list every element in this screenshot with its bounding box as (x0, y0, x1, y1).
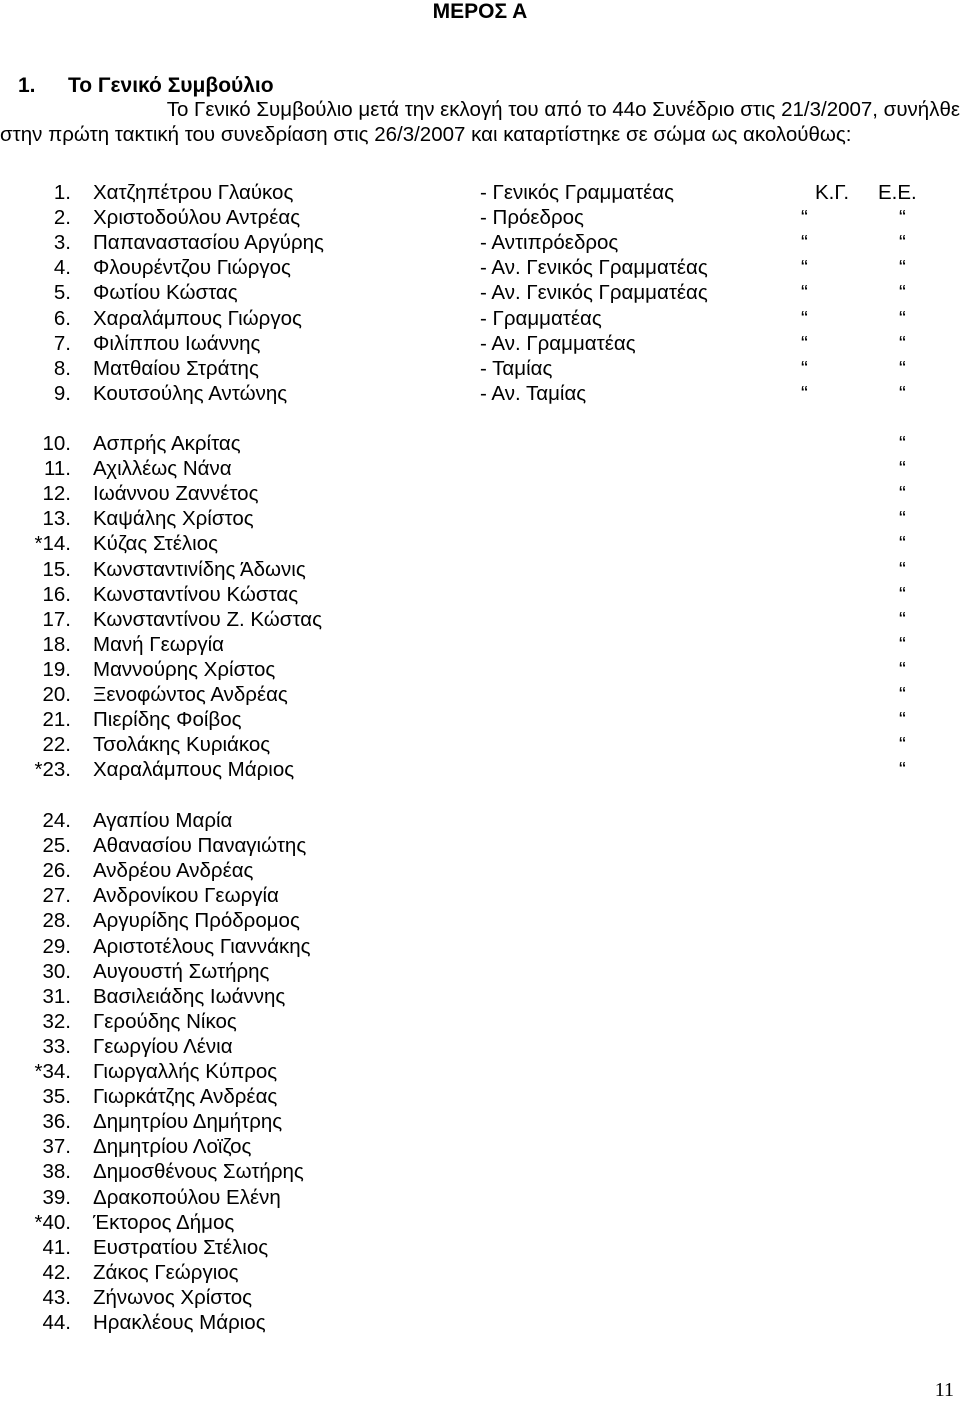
member-row (0, 833, 960, 858)
row-number: *40. (34, 1210, 71, 1234)
member-name: Χαραλάμπους Μάριος (93, 758, 295, 782)
officer-row (0, 255, 960, 280)
ditto-mark: “ (899, 256, 906, 280)
member-role: - Αντιπρόεδρος (480, 231, 619, 255)
member-name: Καψάλης Χρίστος (93, 507, 254, 531)
executive-member-row (0, 506, 960, 531)
member-role: - Γραμματέας (480, 306, 602, 330)
ditto-mark: “ (899, 432, 906, 455)
officer-row (0, 205, 960, 230)
member-row (0, 1009, 960, 1034)
row-number: 15. (42, 557, 71, 581)
member-name: Γεωργίου Λένια (93, 1034, 233, 1058)
member-name: Αγαπίου Μαρία (93, 809, 233, 832)
row-number: 13. (42, 507, 71, 531)
ditto-mark: “ (899, 733, 906, 757)
ditto-mark: “ (899, 582, 906, 606)
row-number: 10. (42, 432, 71, 455)
member-name: Κωνσταντίνου Ζ. Κώστας (93, 607, 322, 631)
member-row (0, 808, 960, 833)
executive-member-row (0, 682, 960, 707)
row-number: 38. (42, 1160, 71, 1184)
ditto-mark: “ (899, 457, 906, 481)
row-number: 42. (42, 1260, 71, 1284)
member-name: Βασιλειάδης Ιωάννης (93, 984, 286, 1008)
row-number: 33. (42, 1034, 71, 1058)
section-number: 1. (18, 74, 36, 97)
ditto-mark: “ (899, 306, 906, 330)
member-name: Χαραλάμπους Γιώργος (93, 306, 302, 330)
member-name: Τσολάκης Κυριάκος (93, 733, 271, 757)
row-number: 29. (42, 934, 71, 958)
member-row (0, 1185, 960, 1210)
member-name: Μανή Γεωργία (93, 632, 225, 656)
row-number: 44. (42, 1311, 71, 1334)
member-name: Ζήνωνος Χρίστος (93, 1285, 253, 1309)
member-name: Ηρακλέους Μάριος (93, 1311, 266, 1334)
row-number: 21. (42, 708, 71, 732)
row-number: 41. (42, 1235, 71, 1259)
ditto-mark: “ (899, 281, 906, 305)
member-name: Πιερίδης Φοίβος (93, 708, 242, 732)
row-number: 36. (42, 1110, 71, 1134)
member-name: Χριστοδούλου Αντρέας (93, 206, 301, 230)
member-name: Φιλίππου Ιωάννης (93, 331, 261, 355)
ditto-mark: “ (899, 657, 906, 681)
member-row (0, 1109, 960, 1134)
kg-column: Κ.Γ. (815, 181, 850, 204)
officer-row (0, 306, 960, 331)
row-number: 18. (42, 632, 71, 656)
member-name: Αθανασίου Παναγιώτης (93, 834, 307, 858)
executive-member-row (0, 757, 960, 782)
member-name: Ασπρής Ακρίτας (93, 432, 241, 455)
member-name: Ευστρατίου Στέλιος (93, 1235, 269, 1259)
member-name: Μαννούρης Χρίστος (93, 657, 276, 681)
member-name: Δρακοπούλου Ελένη (93, 1185, 281, 1209)
member-row (0, 1084, 960, 1109)
row-number: 9. (53, 381, 71, 405)
ditto-mark: “ (899, 331, 906, 355)
member-role: - Αν. Ταμίας (480, 381, 587, 405)
ditto-mark: “ (899, 507, 906, 531)
member-name: Δημοσθένους Σωτήρης (93, 1160, 304, 1184)
intro-line-2: στην πρώτη τακτική του συνεδρίαση στις 26/3/2007 και καταρτίστηκε σε σώμα ως ακολούθως: (0, 123, 852, 146)
member-row (0, 1235, 960, 1260)
row-number: 32. (42, 1009, 71, 1033)
officer-row (0, 230, 960, 255)
row-number: *14. (34, 532, 71, 556)
officer-row (0, 180, 960, 205)
ditto-mark: “ (899, 708, 906, 732)
ditto-mark: “ (899, 758, 906, 782)
member-row (0, 1159, 960, 1184)
ditto-mark: “ (801, 356, 808, 380)
member-name: Κουτσούλης Αντώνης (93, 381, 288, 405)
ditto-mark: “ (801, 231, 808, 255)
member-role: - Αν. Γενικός Γραμματέας (480, 256, 708, 280)
executive-member-row (0, 632, 960, 657)
member-name: Κωνσταντινίδης Άδωνις (93, 557, 306, 581)
member-role: - Γενικός Γραμματέας (480, 181, 674, 204)
ditto-mark: “ (899, 683, 906, 706)
member-name: Ιωάννου Ζαννέτος (93, 482, 259, 506)
member-name: Φλουρέντζου Γιώργος (93, 256, 291, 280)
member-role: - Αν. Γραμματέας (480, 331, 636, 355)
row-number: 5. (53, 281, 71, 305)
row-number: 24. (42, 809, 71, 832)
row-number: 17. (42, 607, 71, 631)
member-name: Χατζηπέτρου Γλαύκος (93, 181, 294, 204)
intro-line-1: Το Γενικό Συμβούλιο μετά την εκλογή του από το 44ο Συνέδριο στις 21/3/2007, συνήλθε (166, 98, 960, 121)
row-number: 4. (53, 256, 71, 280)
member-row (0, 1310, 960, 1335)
page-title: ΜΕΡΟΣ Α (432, 0, 528, 23)
member-name: Ανδρονίκου Γεωργία (93, 884, 279, 908)
member-name: Αριστοτέλους Γιαννάκης (93, 934, 311, 958)
row-number: 31. (42, 984, 71, 1008)
row-number: 20. (42, 683, 71, 706)
member-name: Κωνσταντίνου Κώστας (93, 582, 299, 606)
ditto-mark: “ (899, 632, 906, 656)
member-name: Αργυρίδης Πρόδρομος (93, 909, 300, 933)
member-name: Έκτορος Δήμος (93, 1210, 235, 1234)
member-row (0, 1059, 960, 1084)
ditto-mark: “ (899, 557, 906, 581)
member-name: Γιωργαλλής Κύπρος (93, 1060, 278, 1083)
member-name: Παπαναστασίου Αργύρης (93, 231, 324, 255)
row-number: 8. (53, 356, 71, 380)
officer-row (0, 280, 960, 305)
ditto-mark: “ (801, 256, 808, 280)
row-number: 27. (42, 884, 71, 908)
executive-member-row (0, 531, 960, 556)
row-number: 6. (53, 306, 71, 330)
member-name: Αχιλλέως Νάνα (93, 457, 232, 481)
executive-member-row (0, 657, 960, 682)
row-number: 19. (42, 657, 71, 681)
row-number: 35. (42, 1085, 71, 1109)
member-role: - Ταμίας (480, 356, 553, 380)
executive-member-row (0, 582, 960, 607)
row-number: 2. (53, 206, 71, 230)
row-number: 25. (42, 834, 71, 858)
member-name: Αυγουστή Σωτήρης (93, 959, 270, 983)
member-name: Γιωρκάτζης Ανδρέας (93, 1085, 278, 1109)
member-row (0, 1134, 960, 1159)
member-name: Δημητρίου Δημήτρης (93, 1110, 283, 1134)
officer-row (0, 356, 960, 381)
ditto-mark: “ (899, 532, 906, 556)
executive-member-row (0, 732, 960, 757)
executive-member-row (0, 431, 960, 456)
row-number: 12. (42, 482, 71, 506)
page-number: 11 (934, 1379, 954, 1401)
row-number: *23. (34, 758, 71, 782)
member-name: Ζάκος Γεώργιος (93, 1260, 239, 1284)
row-number: 7. (53, 331, 71, 355)
ditto-mark: “ (899, 482, 906, 506)
ditto-mark: “ (801, 306, 808, 330)
row-number: 37. (42, 1135, 71, 1159)
member-row (0, 1210, 960, 1235)
row-number: 1. (53, 181, 71, 204)
ditto-mark: “ (801, 331, 808, 355)
row-number: 22. (42, 733, 71, 757)
member-name: Ξενοφώντος Ανδρέας (93, 683, 288, 706)
ditto-mark: “ (801, 381, 808, 405)
row-number: 16. (42, 582, 71, 606)
row-number: 43. (42, 1285, 71, 1309)
ditto-mark: “ (899, 356, 906, 380)
section-title: Το Γενικό Συμβούλιο (68, 74, 274, 97)
row-number: 26. (42, 859, 71, 883)
member-row (0, 1260, 960, 1285)
member-name: Γερούδης Νίκος (93, 1009, 237, 1033)
member-name: Δημητρίου Λοϊζος (93, 1135, 252, 1159)
ditto-mark: “ (899, 231, 906, 255)
executive-member-row (0, 607, 960, 632)
member-row (0, 959, 960, 984)
ditto-mark: “ (801, 281, 808, 305)
row-number: 30. (42, 959, 71, 983)
ditto-mark: “ (801, 206, 808, 230)
member-row (0, 934, 960, 959)
row-number: 3. (53, 231, 71, 255)
officer-row (0, 331, 960, 356)
ditto-mark: “ (899, 607, 906, 631)
executive-member-row (0, 557, 960, 582)
executive-member-row (0, 481, 960, 506)
member-name: Ανδρέου Ανδρέας (93, 859, 254, 883)
member-role: - Πρόεδρος (480, 206, 584, 230)
officer-row (0, 381, 960, 406)
ditto-mark: “ (899, 381, 906, 405)
executive-member-row (0, 707, 960, 732)
member-row (0, 908, 960, 933)
member-row (0, 883, 960, 908)
member-role: - Αν. Γενικός Γραμματέας (480, 281, 708, 305)
member-row (0, 1285, 960, 1310)
row-number: *34. (34, 1060, 71, 1083)
member-row (0, 1034, 960, 1059)
executive-member-row (0, 456, 960, 481)
member-row (0, 984, 960, 1009)
member-name: Κύζας Στέλιος (93, 532, 218, 556)
row-number: 11. (44, 457, 71, 481)
ee-column: Ε.Ε. (878, 181, 917, 204)
member-name: Ματθαίου Στράτης (93, 356, 259, 380)
row-number: 28. (42, 909, 71, 933)
ditto-mark: “ (899, 206, 906, 230)
member-name: Φωτίου Κώστας (93, 281, 238, 305)
row-number: 39. (42, 1185, 71, 1209)
member-row (0, 858, 960, 883)
